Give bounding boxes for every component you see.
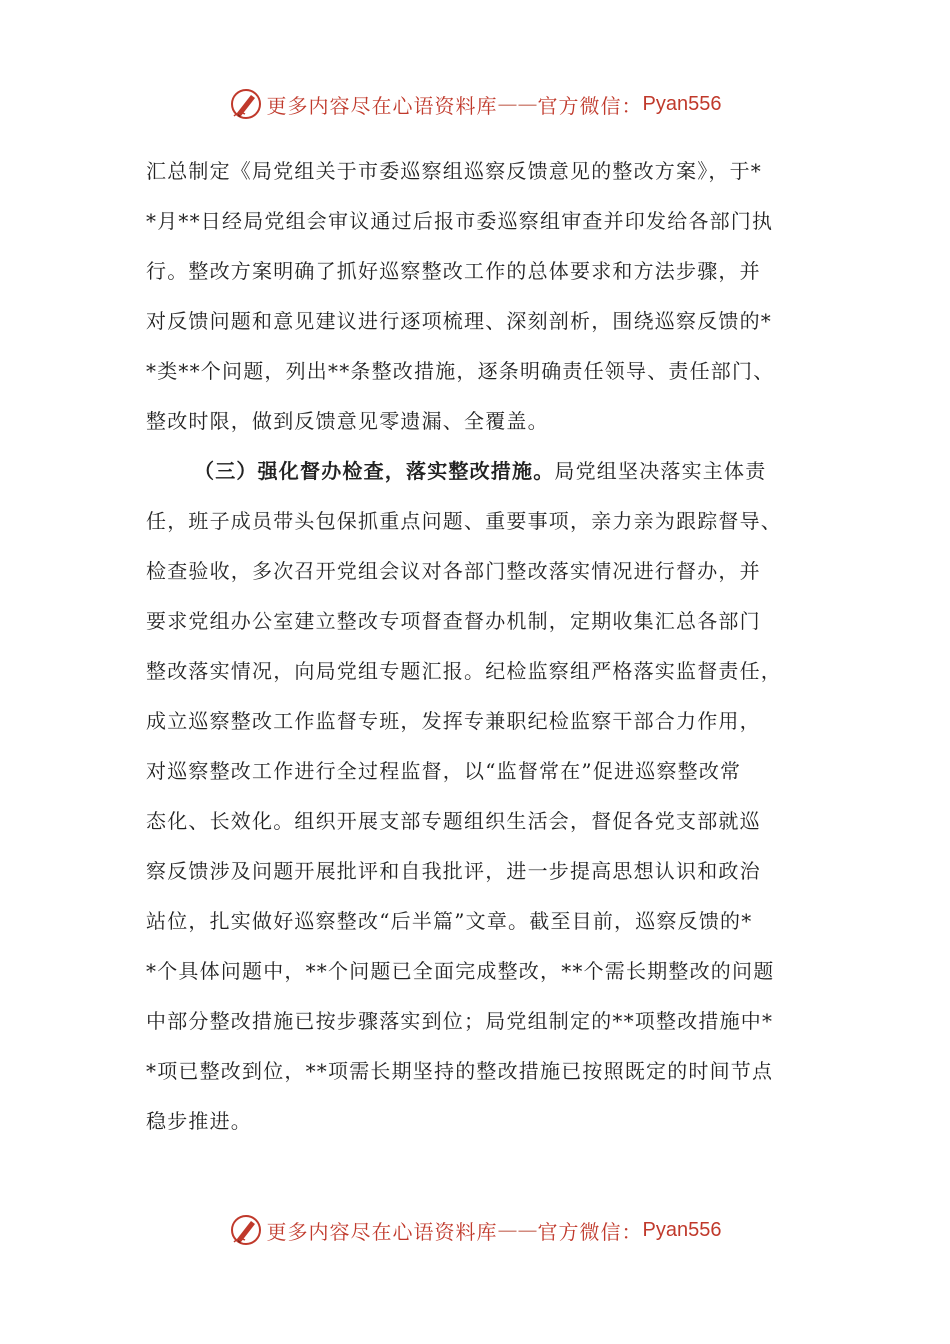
footer-watermark-banner bbox=[0, 1210, 950, 1250]
body-line: 汇总制定《局党组关于市委巡察组巡察反馈意见的整改方案》，于* bbox=[146, 159, 762, 183]
body-line: 成立巡察整改工作监督专班，发挥专兼职纪检监察干部合力作用， bbox=[146, 709, 761, 733]
body-line: *类**个问题，列出**条整改措施，逐条明确责任领导、责任部门、 bbox=[146, 359, 775, 383]
section-3-first-line-text: 局党组坚决落实主体责 bbox=[554, 459, 767, 483]
section-3-first-line bbox=[146, 446, 806, 496]
body-line: 站位，扎实做好巡察整改“后半篇”文章。截至目前，巡察反馈的* bbox=[146, 909, 753, 933]
body-line: 态化、长效化。组织开展支部专题组织生活会，督促各党支部就巡 bbox=[146, 809, 761, 833]
document-body bbox=[146, 146, 806, 1146]
banner-brand-text: 更多内容尽在心语资料库 bbox=[266, 93, 498, 118]
pen-logo-icon bbox=[229, 1213, 263, 1247]
body-line: 检查验收，多次召开党组会议对各部门整改落实情况进行督办，并 bbox=[146, 559, 761, 583]
banner-dash: —— bbox=[497, 1218, 538, 1242]
body-line: 稳步推进。 bbox=[146, 1109, 252, 1133]
banner-wechat-id: Pyan556 bbox=[642, 1218, 722, 1241]
banner-wechat-label: 官方微信： bbox=[537, 1219, 643, 1244]
body-line: 中部分整改措施已按步骤落实到位；局党组制定的**项整改措施中* bbox=[146, 1009, 774, 1033]
section-3-heading: （三）强化督办检查，落实整改措施。 bbox=[194, 459, 555, 483]
body-line: 任，班子成员带头包保抓重点问题、重要事项，亲力亲为跟踪督导、 bbox=[146, 509, 782, 533]
banner-wechat-id: Pyan556 bbox=[642, 92, 722, 115]
body-line: 对巡察整改工作进行全过程监督，以“监督常在”促进巡察整改常 bbox=[146, 759, 742, 783]
banner-brand-text: 更多内容尽在心语资料库 bbox=[266, 1219, 498, 1244]
pen-logo-icon bbox=[229, 87, 263, 121]
body-line: 要求党组办公室建立整改专项督查督办机制，定期收集汇总各部门 bbox=[146, 609, 761, 633]
body-line: 整改落实情况，向局党组专题汇报。纪检监察组严格落实监督责任， bbox=[146, 659, 782, 683]
banner-dash: —— bbox=[497, 92, 538, 116]
body-line: 行。整改方案明确了抓好巡察整改工作的总体要求和方法步骤，并 bbox=[146, 259, 761, 283]
body-line: 察反馈涉及问题开展批评和自我批评，进一步提高思想认识和政治 bbox=[146, 859, 761, 883]
body-line: 对反馈问题和意见建议进行逐项梳理、深刻剖析，围绕巡察反馈的* bbox=[146, 309, 772, 333]
header-watermark-banner bbox=[0, 84, 950, 124]
banner-wechat-label: 官方微信： bbox=[537, 93, 643, 118]
body-line: *项已整改到位，**项需长期坚持的整改措施已按照既定的时间节点 bbox=[146, 1059, 774, 1083]
body-line: *个具体问题中，**个问题已全面完成整改，**个需长期整改的问题 bbox=[146, 959, 775, 983]
body-line: 整改时限，做到反馈意见零遗漏、全覆盖。 bbox=[146, 409, 549, 433]
body-line: *月**日经局党组会审议通过后报市委巡察组审查并印发给各部门执 bbox=[146, 209, 774, 233]
